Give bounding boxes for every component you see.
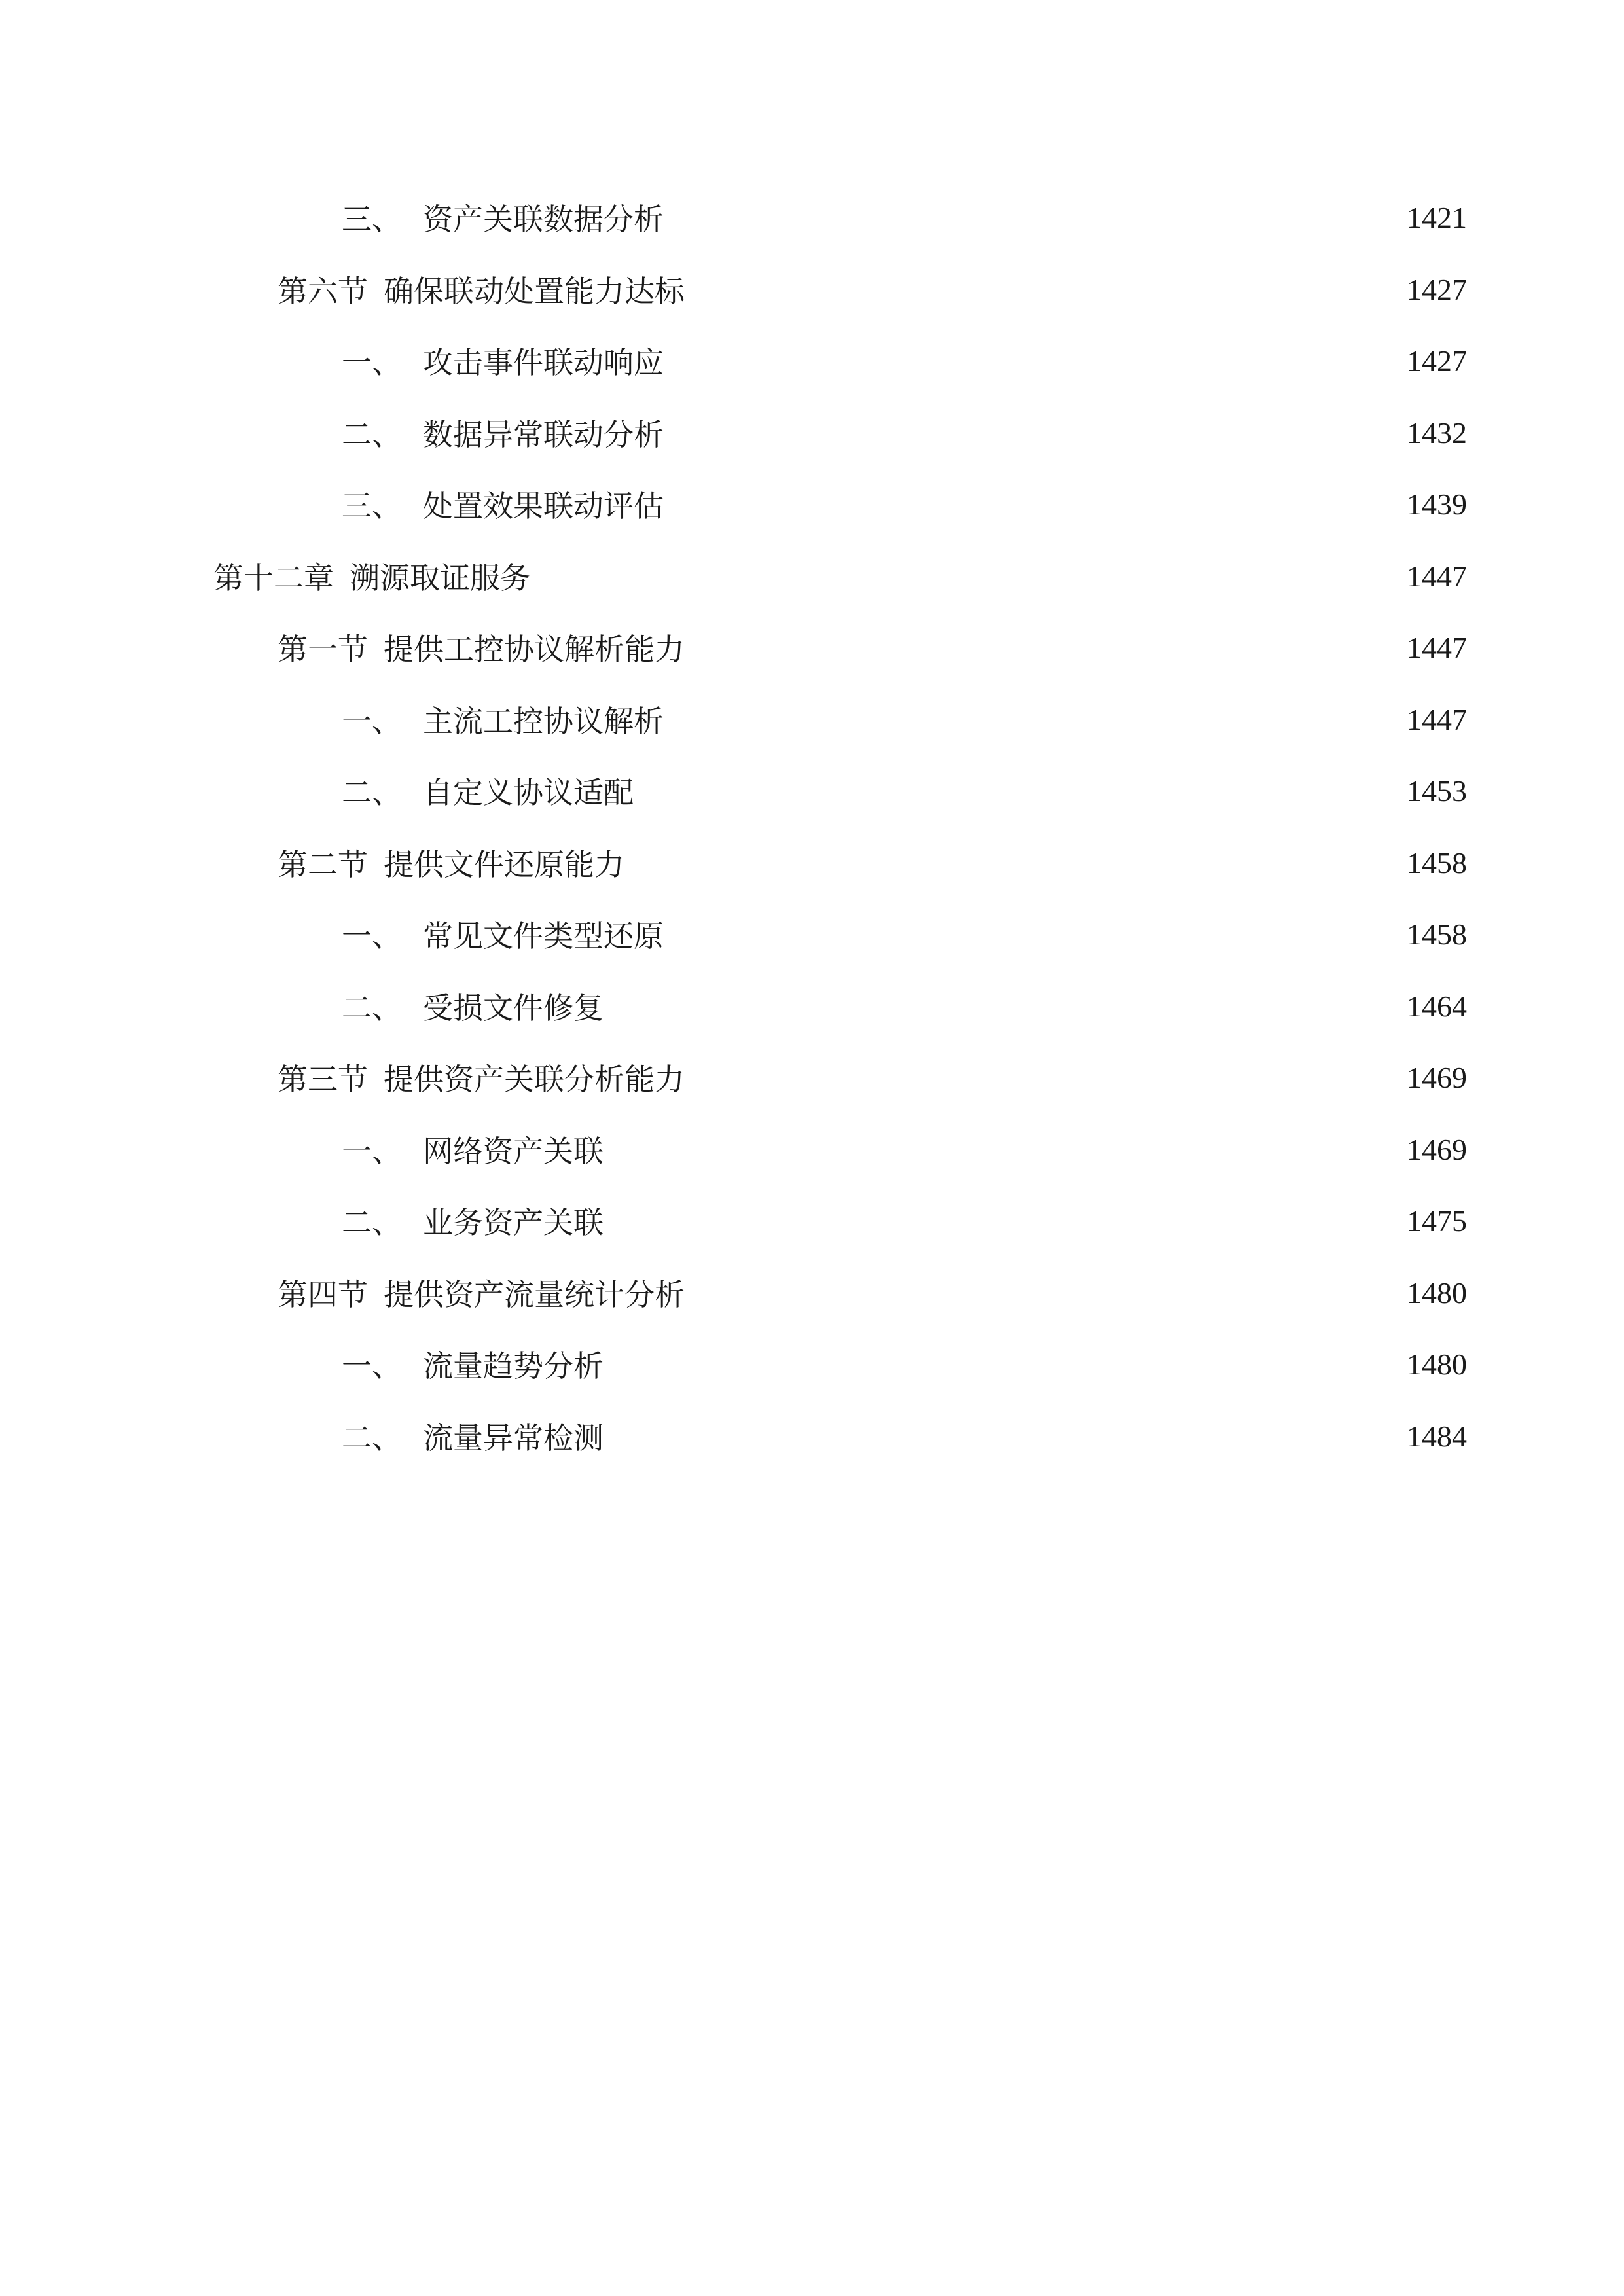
dot-leader <box>693 1266 1395 1319</box>
toc-entry-page: 1458 <box>1407 917 1467 951</box>
toc-entry-number: 二、 <box>342 775 402 810</box>
dot-leader <box>672 191 1395 243</box>
dot-leader <box>611 1410 1395 1462</box>
toc-entry-title: 溯源取证服务 <box>350 560 530 596</box>
toc-entry-page: 1421 <box>1407 200 1467 234</box>
toc-entry-number: 三、 <box>342 202 402 237</box>
toc-entry-number: 二、 <box>342 1420 402 1456</box>
toc-entry-number: 第一节 <box>278 632 368 667</box>
toc-entry-page: 1480 <box>1407 1276 1467 1310</box>
toc-entry-page: 1447 <box>1407 559 1467 593</box>
toc-entry-title: 流量趋势分析 <box>423 1348 604 1384</box>
dot-leader <box>672 693 1395 745</box>
toc-entry-title: 攻击事件联动响应 <box>423 345 664 380</box>
toc-entry-title: 业务资产关联 <box>423 1205 604 1240</box>
toc-entry-title: 数据异常联动分析 <box>423 417 664 452</box>
toc-entry-number: 二、 <box>342 990 402 1026</box>
toc-entry-page: 1464 <box>1407 989 1467 1023</box>
toc-entry-number: 第六节 <box>278 274 368 309</box>
toc-entry[interactable] <box>278 263 1467 315</box>
toc-entry[interactable] <box>342 980 1467 1032</box>
toc-entry[interactable] <box>342 406 1467 459</box>
toc-entry-number: 第三节 <box>278 1062 368 1097</box>
toc-entry[interactable] <box>342 478 1467 530</box>
toc-entry-title: 流量异常检测 <box>423 1420 604 1456</box>
toc-entry-number: 一、 <box>342 704 402 739</box>
toc-entry-title: 提供资产流量统计分析 <box>384 1277 685 1312</box>
toc-entry[interactable] <box>342 764 1467 817</box>
toc-entry[interactable] <box>278 1051 1467 1103</box>
toc-entry[interactable] <box>342 1194 1467 1247</box>
toc-entry-number: 二、 <box>342 1205 402 1240</box>
toc-entry-number: 一、 <box>342 345 402 380</box>
toc-entry-page: 1427 <box>1407 272 1467 306</box>
toc-entry-page: 1469 <box>1407 1060 1467 1094</box>
toc-entry[interactable] <box>342 191 1467 243</box>
toc-entry-page: 1480 <box>1407 1347 1467 1381</box>
toc-entry-title: 自定义协议适配 <box>423 775 634 810</box>
toc-entry-page: 1469 <box>1407 1132 1467 1166</box>
dot-leader <box>693 1051 1395 1103</box>
toc-entry[interactable] <box>342 334 1467 387</box>
dot-leader <box>611 1338 1395 1390</box>
toc-entry[interactable] <box>342 693 1467 745</box>
dot-leader <box>611 1194 1395 1247</box>
toc-entry-title: 常见文件类型还原 <box>423 918 664 954</box>
toc-entry-number: 三、 <box>342 488 402 524</box>
toc-entry-page: 1458 <box>1407 846 1467 880</box>
toc-entry-number: 第十二章 <box>213 560 334 596</box>
dot-leader <box>672 334 1395 387</box>
toc-entry[interactable] <box>278 621 1467 673</box>
toc-entry[interactable] <box>342 908 1467 960</box>
toc-entry[interactable] <box>342 1338 1467 1390</box>
dot-leader <box>672 478 1395 530</box>
toc-entry-page: 1432 <box>1407 416 1467 450</box>
toc-entry-number: 二、 <box>342 417 402 452</box>
toc-entry[interactable] <box>342 1123 1467 1175</box>
toc-entry-page: 1475 <box>1407 1204 1467 1238</box>
toc-entry-page: 1453 <box>1407 774 1467 808</box>
toc-entry-number: 一、 <box>342 1134 402 1169</box>
toc-entry-title: 确保联动处置能力达标 <box>384 274 685 309</box>
toc-entry-number: 第四节 <box>278 1277 368 1312</box>
dot-leader <box>693 621 1395 673</box>
dot-leader <box>632 836 1395 889</box>
dot-leader <box>611 1123 1395 1175</box>
toc-entry-title: 受损文件修复 <box>423 990 604 1026</box>
toc-entry[interactable] <box>278 1266 1467 1319</box>
dot-leader <box>672 406 1395 459</box>
toc-entry-title: 资产关联数据分析 <box>423 202 664 237</box>
toc-entry[interactable] <box>213 550 1467 602</box>
toc-entry-number: 一、 <box>342 918 402 954</box>
toc-entry-page: 1427 <box>1407 344 1467 378</box>
toc-entry-page: 1484 <box>1407 1419 1467 1453</box>
toc-entry-title: 处置效果联动评估 <box>423 488 664 524</box>
toc-entry-title: 提供资产关联分析能力 <box>384 1062 685 1097</box>
toc-entry-title: 提供文件还原能力 <box>384 847 624 882</box>
dot-leader <box>641 764 1395 817</box>
toc-entry-title: 网络资产关联 <box>423 1134 604 1169</box>
toc-entry-page: 1439 <box>1407 487 1467 521</box>
toc-entry-title: 主流工控协议解析 <box>423 704 664 739</box>
toc-entry[interactable] <box>342 1410 1467 1462</box>
toc-entry-title: 提供工控协议解析能力 <box>384 632 685 667</box>
dot-leader <box>538 550 1395 602</box>
toc-entry-page: 1447 <box>1407 702 1467 736</box>
toc-entry-number: 第二节 <box>278 847 368 882</box>
dot-leader <box>611 980 1395 1032</box>
dot-leader <box>672 908 1395 960</box>
dot-leader <box>693 263 1395 315</box>
toc-entry-page: 1447 <box>1407 630 1467 664</box>
toc-entry[interactable] <box>278 836 1467 889</box>
toc-entry-number: 一、 <box>342 1348 402 1384</box>
